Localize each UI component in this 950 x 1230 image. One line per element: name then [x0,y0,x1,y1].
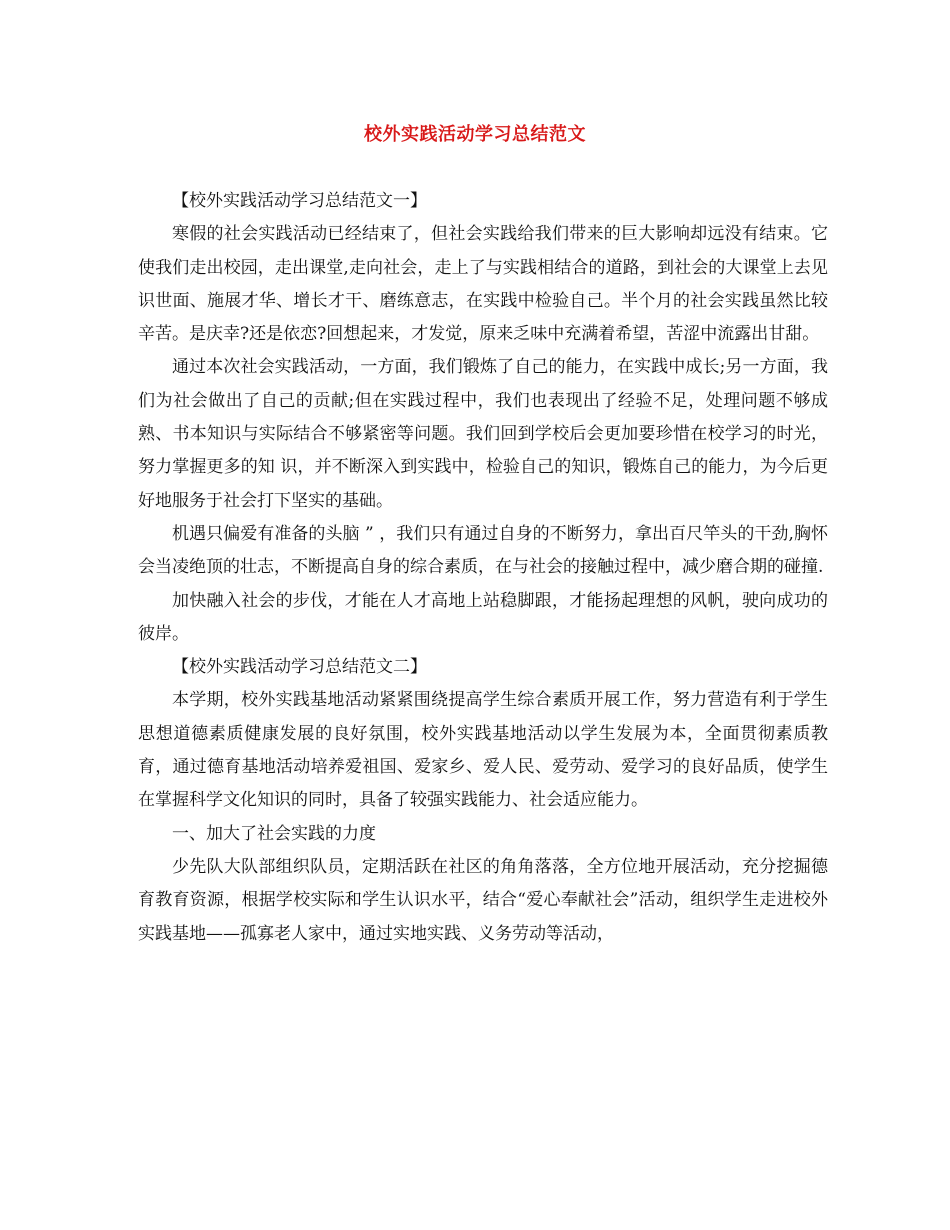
paragraph: 本学期，校外实践基地活动紧紧围绕提高学生综合素质开展工作，努力营造有利于学生思想道德素质健康发展的良好氛围，校外实践基地活动以学生发展为本，全面贯彻素质教育，通过德育基地活动培养爱祖国、爱家乡、爱人民、爱劳动、爱学习的良好品质，使学生在掌握科学文化知识的同时，具备了较强实践能力、社会适应能力。 [138,690,828,811]
paragraph: 少先队大队部组织队员，定期活跃在社区的角角落落，全方位地开展活动，充分挖掘德育教育资源，根据学校实际和学生认识水平，结合“爱心奉献社会”活动，组织学生走进校外实践基地——孤寡老人家中，通过实地实践、义务劳动等活动， [138,856,828,944]
section-heading-1: 【校外实践活动学习总结范文一】 [172,191,427,211]
paragraph: 机遇只偏爱有准备的头脑 ” ，我们只有通过自身的不断努力，拿出百尺竿头的干劲,胸怀会当凌绝顶的壮志，不断提高自身的综合素质，在与社会的接触过程中，减少磨合期的碰撞. [138,523,828,578]
paragraph: 通过本次社会实践活动，一方面，我们锻炼了自己的能力，在实践中成长;另一方面，我们为社会做出了自己的贡献;但在实践过程中，我们也表现出了经验不足，处理问题不够成熟、书本知识与实际结合不够紧密等问题。我们回到学校后会更加要珍惜在校学习的时光，努力掌握更多的知 识，并不断深入到实践中，检验自己的知识，锻炼自己的能力，为今后更好地服务于社会打下坚实的基础。 [138,357,828,511]
document-title: 校外实践活动学习总结范文 [364,124,586,145]
section-heading-2: 【校外实践活动学习总结范文二】 [172,657,427,678]
document-body [138,185,828,951]
subsection-heading: 一、加大了社会实践的力度 [172,823,376,844]
paragraph: 加快融入社会的步伐，才能在人才高地上站稳脚跟，才能扬起理想的风帆，驶向成功的彼岸。 [138,590,828,644]
paragraph: 寒假的社会实践活动已经结束了，但社会实践给我们带来的巨大影响却远没有结束。它使我们走出校园，走出课堂,走向社会，走上了与实践相结合的道路，到社会的大课堂上去见识世面、施展才华、增长才干、磨练意志，在实践中检验自己。半个月的社会实践虽然比较辛苦。是庆幸?还是依恋?回想起来，才发觉，原来乏味中充满着希望，苦涩中流露出甘甜。 [138,224,828,345]
